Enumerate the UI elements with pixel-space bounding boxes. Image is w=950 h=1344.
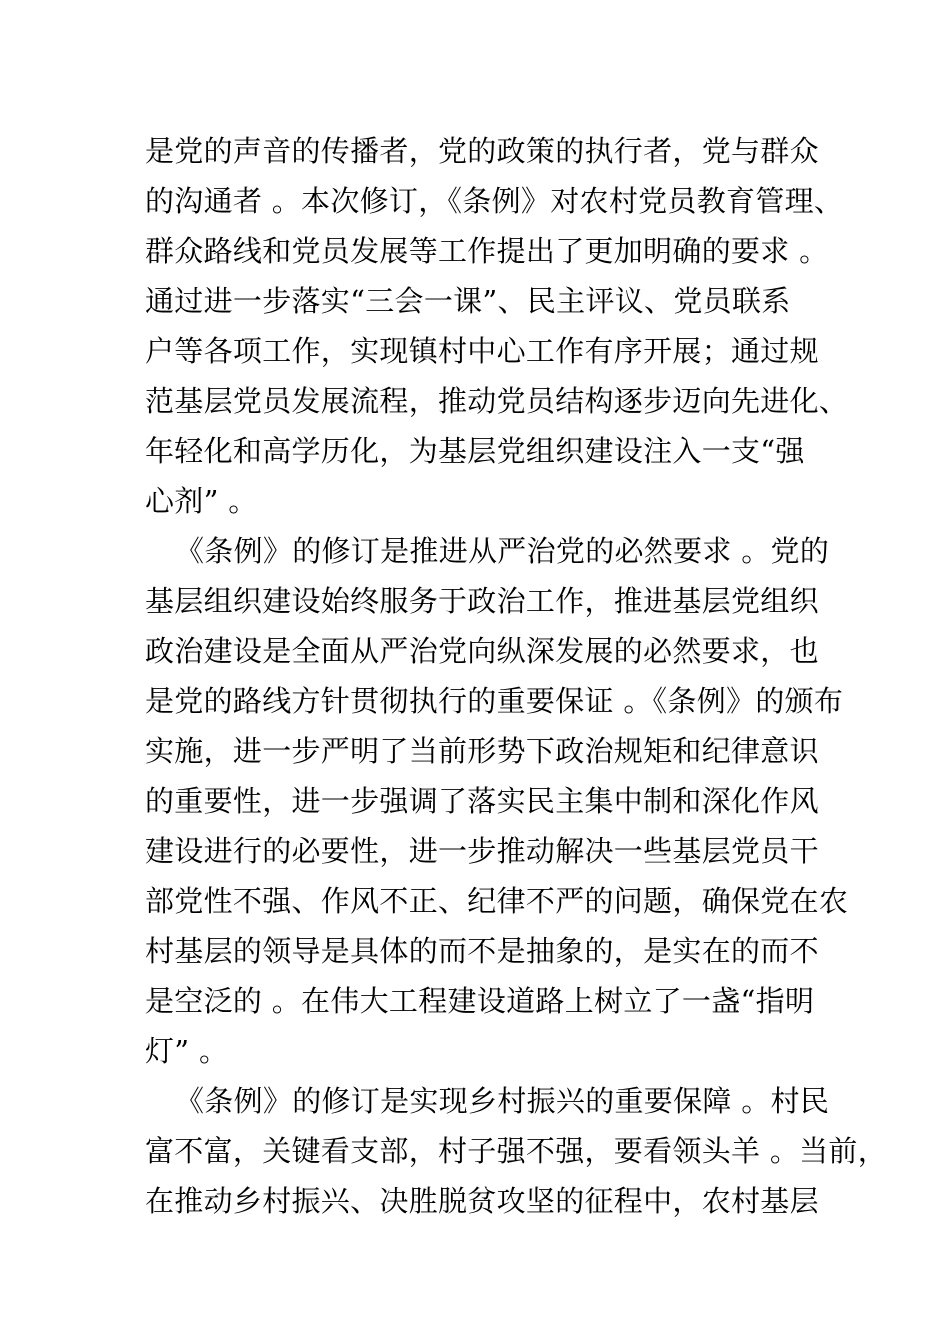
- text-line: 政治建设是全面从严治党向纵深发展的必然要求，也: [145, 634, 819, 668]
- text-line: 群众路线和党员发展等工作提出了更加明确的要求 。: [145, 234, 829, 268]
- text-line: 富不富，关键看支部，村子强不强，要看领头羊 。当前，: [145, 1134, 888, 1168]
- text-line: 的重要性，进一步强调了落实民主集中制和深化作风: [145, 784, 819, 818]
- text-line: 范基层党员发展流程，推动党员结构逐步迈向先进化、: [145, 384, 849, 418]
- paragraph-first-line: 《条例》的修订是实现乡村振兴的重要保障 。村民: [175, 1084, 830, 1118]
- text-line: 村基层的领导是具体的而不是抽象的，是实在的而不: [145, 934, 819, 968]
- text-line: 灯” 。: [145, 1034, 229, 1068]
- paragraph-first-line: 《条例》的修订是推进从严治党的必然要求 。党的: [175, 534, 830, 568]
- text-line: 是党的路线方针贯彻执行的重要保证 。《条例》的颁布: [145, 684, 844, 718]
- text-line: 部党性不强、作风不正、纪律不严的问题，确保党在农: [145, 884, 849, 918]
- text-line: 建设进行的必要性，进一步推动解决一些基层党员干: [145, 834, 819, 868]
- text-line: 心剂” 。: [145, 484, 258, 518]
- text-line: 通过进一步落实“三会一课”、民主评议、党员联系: [145, 284, 791, 318]
- text-line: 户等各项工作，实现镇村中心工作有序开展；通过规: [145, 334, 819, 368]
- text-line: 是党的声音的传播者，党的政策的执行者，党与群众: [145, 134, 819, 168]
- text-line: 实施，进一步严明了当前形势下政治规矩和纪律意识: [145, 734, 819, 768]
- text-line: 在推动乡村振兴、决胜脱贫攻坚的征程中，农村基层: [145, 1184, 819, 1218]
- text-line: 年轻化和高学历化，为基层党组织建设注入一支“强: [145, 434, 805, 468]
- text-line: 的沟通者 。本次修订，《条例》对农村党员教育管理、: [145, 184, 844, 218]
- text-line: 基层组织建设始终服务于政治工作，推进基层党组织: [145, 584, 819, 618]
- text-line: 是空泛的 。在伟大工程建设道路上树立了一盏“指明: [145, 984, 815, 1018]
